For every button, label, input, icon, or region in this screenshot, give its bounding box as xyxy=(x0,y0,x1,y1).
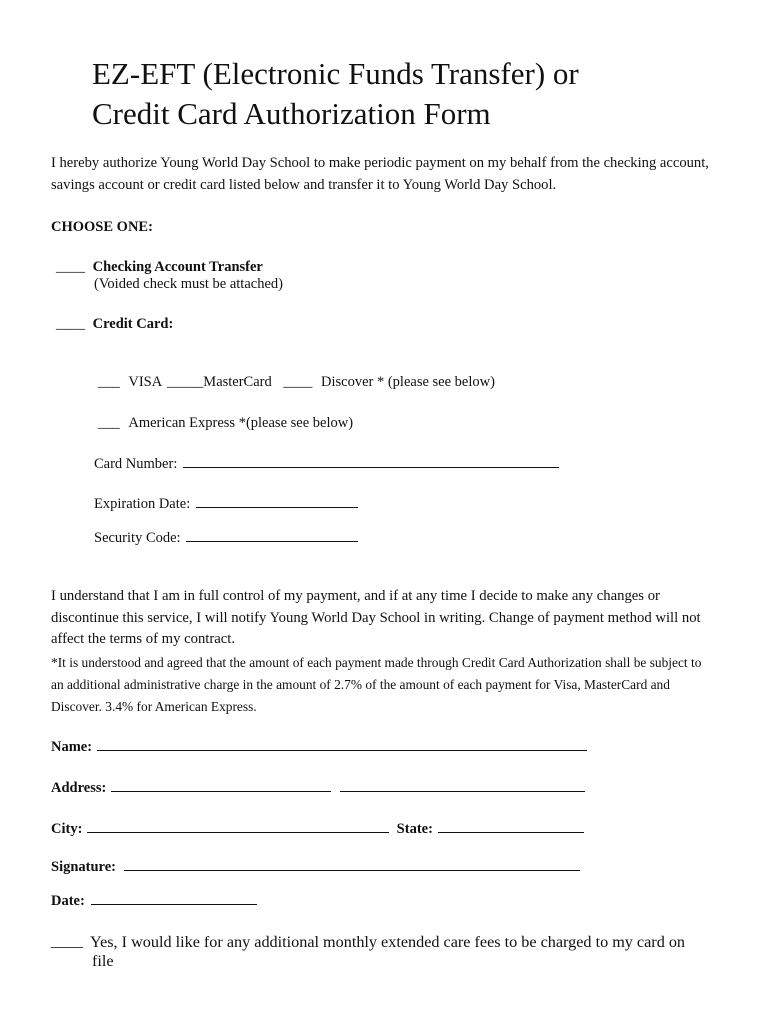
control-statement: I understand that I am in full control of my payment, and if at any time I decide to make any changes or discontinue this service, I will notify Young World Day School in writing. Change of payment method will not affect the terms of my contract. xyxy=(51,588,701,647)
checking-option[interactable] xyxy=(56,259,263,276)
name-input-line[interactable] xyxy=(97,736,587,751)
address-label: Address: xyxy=(51,780,107,796)
visa-blank[interactable]: ___ xyxy=(98,374,120,390)
card-number-field xyxy=(94,453,559,473)
address-field xyxy=(51,777,585,797)
fee-note: *It is understood and agreed that the amount of each payment made through Credit Card Authorization shall be subject to an additional administrative charge in the amount of 2.7% of the amount of each payment for Visa, MasterCard and Discover. 3.4% for American Express. xyxy=(51,655,702,714)
credit-option[interactable] xyxy=(56,316,173,333)
form-title-line2: Credit Card Authorization Form xyxy=(92,96,491,131)
checking-blank[interactable]: ____ xyxy=(56,259,85,275)
amex-blank[interactable]: ___ xyxy=(98,415,120,431)
mastercard-blank[interactable]: _____ xyxy=(167,374,204,390)
discover-label: Discover * (please see below) xyxy=(321,374,495,390)
credit-blank[interactable]: ____ xyxy=(56,316,85,332)
authorization-intro: I hereby authorize Young World Day School to make periodic payment on my behalf from the checking account, savings account or credit card listed below and transfer it to Young World Day School. xyxy=(51,155,709,193)
extended-care-blank[interactable]: ____ xyxy=(51,933,83,950)
checking-note: (Voided check must be attached) xyxy=(94,276,283,292)
city-state-field xyxy=(51,818,584,838)
city-label: City: xyxy=(51,821,83,837)
signature-field xyxy=(51,856,580,876)
card-number-input-line[interactable] xyxy=(183,453,559,468)
expiration-date-label: Expiration Date: xyxy=(94,496,191,512)
checking-label: Checking Account Transfer xyxy=(92,259,263,275)
amex-row xyxy=(98,415,353,432)
city-input-line[interactable] xyxy=(87,818,389,833)
amex-label: American Express *(please see below) xyxy=(128,415,354,431)
signature-input-line[interactable] xyxy=(124,856,580,871)
address-input-line-2[interactable] xyxy=(340,777,585,792)
state-label: State: xyxy=(396,821,433,837)
card-number-label: Card Number: xyxy=(94,456,178,472)
date-input-line[interactable] xyxy=(91,890,257,905)
name-label: Name: xyxy=(51,739,93,755)
expiration-date-field xyxy=(94,493,358,513)
form-title-line1: EZ-EFT (Electronic Funds Transfer) or xyxy=(92,56,579,91)
name-field xyxy=(51,736,587,756)
expiration-date-input-line[interactable] xyxy=(196,493,358,508)
address-input-line-1[interactable] xyxy=(111,777,331,792)
card-type-row xyxy=(98,374,495,391)
choose-one-heading: CHOOSE ONE: xyxy=(51,219,153,235)
visa-label: VISA xyxy=(128,374,162,390)
security-code-label: Security Code: xyxy=(94,530,181,546)
signature-label: Signature: xyxy=(51,859,116,875)
date-field xyxy=(51,890,257,910)
credit-label: Credit Card: xyxy=(92,316,174,332)
state-input-line[interactable] xyxy=(438,818,584,833)
extended-care-text: Yes, I would like for any additional monthly extended care fees to be charged to my card on file xyxy=(90,933,686,970)
security-code-field xyxy=(94,527,358,547)
date-label: Date: xyxy=(51,893,85,909)
mastercard-label: MasterCard xyxy=(203,374,272,390)
discover-blank[interactable]: ____ xyxy=(283,374,313,390)
security-code-input-line[interactable] xyxy=(186,527,358,542)
